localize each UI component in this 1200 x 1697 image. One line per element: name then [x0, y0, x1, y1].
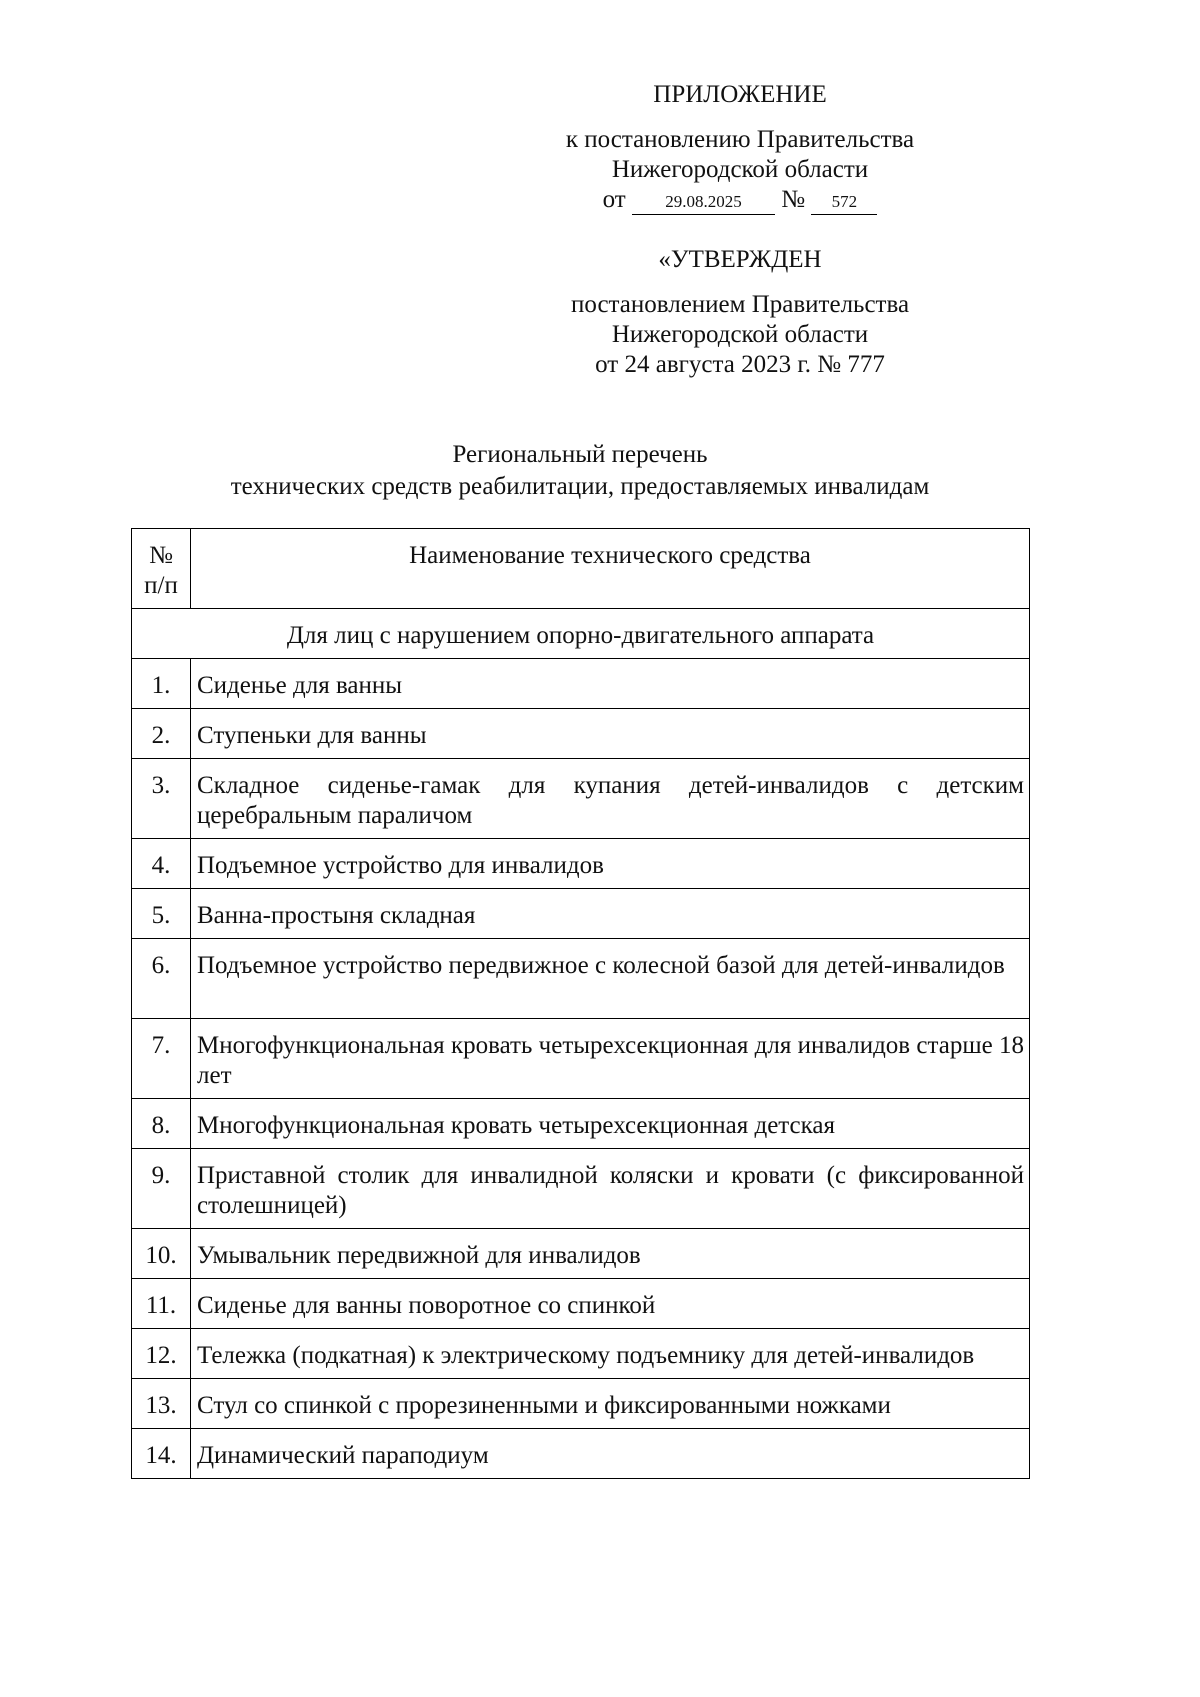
row-number: 4.	[132, 839, 191, 889]
row-number: 5.	[132, 889, 191, 939]
appendix-label: ПРИЛОЖЕНИЕ	[653, 81, 827, 108]
row-number: 13.	[132, 1379, 191, 1429]
row-number: 7.	[132, 1019, 191, 1099]
appendix-date-line	[540, 185, 940, 215]
date-prefix: от	[602, 186, 626, 213]
approved-label: «УТВЕРЖДЕН	[658, 246, 822, 273]
row-name: Подъемное устройство для инвалидов	[191, 839, 1030, 889]
table-row	[132, 759, 1030, 839]
row-name: Приставной столик для инвалидной коляски и кровати (с фиксированной столешницей)	[191, 1149, 1030, 1229]
table-row	[132, 1329, 1030, 1379]
approved-region-line: Нижегородской области	[611, 321, 869, 348]
approved-resolution-line: постановлением Правительства	[570, 291, 910, 318]
table-row	[132, 889, 1030, 939]
number-sign: №	[781, 186, 806, 213]
row-name: Подъемное устройство передвижное с колесной базой для детей-инвалидов	[191, 939, 1030, 1019]
row-name: Многофункциональная кровать четырехсекционная для инвалидов старше 18 лет	[191, 1019, 1030, 1099]
approved-date-line: от 24 августа 2023 г. № 777	[595, 351, 885, 378]
row-number: 1.	[132, 659, 191, 709]
row-number: 12.	[132, 1329, 191, 1379]
resolution-date: 29.08.2025	[632, 192, 775, 215]
row-name: Сиденье для ванны поворотное со спинкой	[191, 1279, 1030, 1329]
row-name: Ступеньки для ванны	[191, 709, 1030, 759]
table-row	[132, 709, 1030, 759]
table-row	[132, 839, 1030, 889]
row-number: 10.	[132, 1229, 191, 1279]
resolution-number: 572	[811, 192, 877, 215]
column-header-name: Наименование технического средства	[191, 529, 1030, 609]
rehabilitation-means-table	[131, 528, 1030, 1479]
column-header-number-line1: №	[149, 542, 173, 569]
table-row	[132, 1429, 1030, 1479]
row-number: 3.	[132, 759, 191, 839]
table-row	[132, 939, 1030, 1019]
row-number: 11.	[132, 1279, 191, 1329]
table-row	[132, 1379, 1030, 1429]
row-name: Тележка (подкатная) к электрическому подъемнику для детей-инвалидов	[191, 1329, 1030, 1379]
section-row	[132, 609, 1030, 659]
row-name: Умывальник передвижной для инвалидов	[191, 1229, 1030, 1279]
column-header-number	[132, 529, 191, 609]
table-row	[132, 1229, 1030, 1279]
row-name: Многофункциональная кровать четырехсекционная детская	[191, 1099, 1030, 1149]
column-header-number-line2: п/п	[144, 572, 178, 599]
table-row	[132, 1099, 1030, 1149]
table-row	[132, 1019, 1030, 1099]
title-line-2: технических средств реабилитации, предоставляемых инвалидам	[230, 473, 930, 500]
table-header-row	[132, 529, 1030, 609]
table-row	[132, 1279, 1030, 1329]
row-number: 9.	[132, 1149, 191, 1229]
table-row	[132, 659, 1030, 709]
row-number: 2.	[132, 709, 191, 759]
row-name: Динамический параподиум	[191, 1429, 1030, 1479]
section-label: Для лиц с нарушением опорно-двигательного аппарата	[132, 609, 1030, 659]
title-line-1: Региональный перечень	[452, 441, 708, 468]
appendix-resolution-line: к постановлению Правительства	[565, 126, 915, 153]
row-number: 14.	[132, 1429, 191, 1479]
table-row	[132, 1149, 1030, 1229]
row-name: Складное сиденье-гамак для купания детей-инвалидов с детским церебральным параличом	[191, 759, 1030, 839]
appendix-region-line: Нижегородской области	[611, 156, 869, 183]
row-name: Ванна-простыня складная	[191, 889, 1030, 939]
row-number: 6.	[132, 939, 191, 1019]
row-name: Сиденье для ванны	[191, 659, 1030, 709]
row-number: 8.	[132, 1099, 191, 1149]
row-name: Стул со спинкой с прорезиненными и фиксированными ножками	[191, 1379, 1030, 1429]
